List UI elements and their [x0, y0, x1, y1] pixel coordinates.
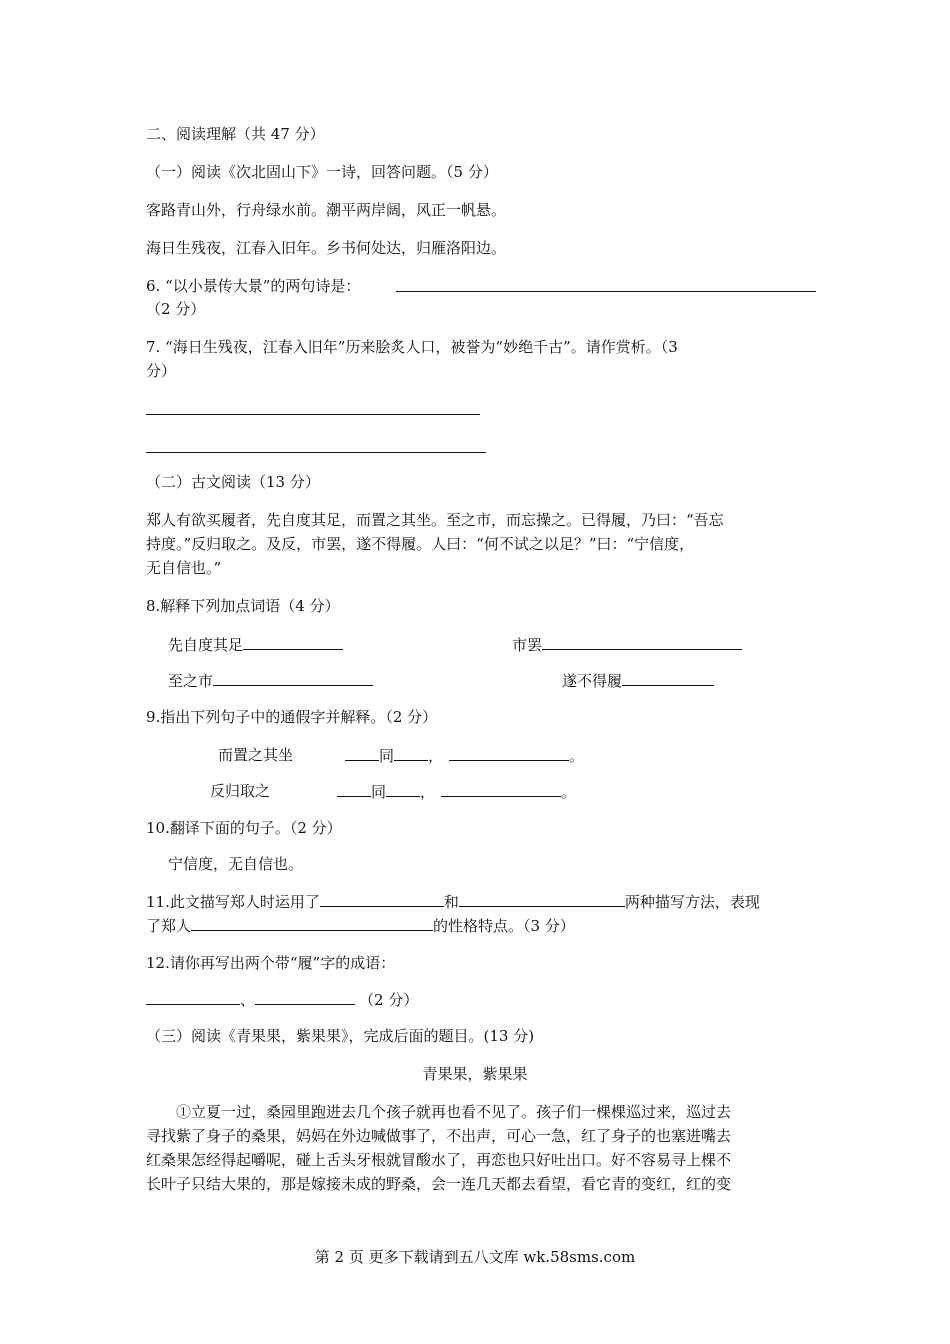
article-title: 青果果，紫果果: [422, 1065, 528, 1083]
question-9: 9.指出下列句子中的通假字并解释。（2 分）: [146, 708, 438, 726]
question-12: 12.请你再写出两个带“履”字的成语：: [146, 954, 396, 972]
q6-score: （2 分）: [146, 300, 206, 318]
q9-item-1-blank-c[interactable]: [449, 745, 569, 761]
q8-item-1-text: 先自度其足: [168, 636, 244, 654]
q11-text-c: 两种描写方法，表现: [624, 893, 760, 911]
q8-item-2-text: 市罢: [512, 636, 543, 654]
question-10: 10.翻译下面的句子。（2 分）: [146, 819, 342, 837]
question-11-line-2: [146, 915, 575, 936]
part1-heading: （一）阅读《次北固山下》一诗，回答问题。（5 分）: [146, 163, 498, 181]
q11-text-e: 的性格特点。（3 分）: [433, 917, 575, 935]
q9-item-1-blank-a[interactable]: [345, 745, 379, 761]
article-line-3: 红桑果怎经得起嚼呢，碰上舌头牙根就冒酸水了，再恋也只好吐出口。好不容易寻上棵不: [146, 1151, 732, 1169]
q12-separator: 、: [240, 991, 256, 1009]
q11-text-b: 和: [443, 893, 459, 911]
q12-blank-2[interactable]: [255, 989, 355, 1005]
q9-item-2-comma: ，: [420, 783, 436, 801]
q12-blank-1[interactable]: [146, 989, 240, 1005]
question-7-line-1: 7. “海日生残夜，江春入旧年”历来脍炙人口，被誉为“妙绝千古”。请作赏析。（3: [146, 338, 678, 356]
q8-item-4-blank[interactable]: [622, 670, 714, 686]
q9-item-2-blank-c[interactable]: [441, 781, 561, 797]
section-heading: 二、阅读理解（共 47 分）: [146, 125, 325, 143]
q9-item-1: 而置之其坐: [218, 746, 294, 764]
q9-item-2-answer: [337, 781, 576, 802]
q8-item-2: [512, 634, 742, 655]
q6-answer-blank[interactable]: [396, 291, 816, 292]
q8-item-2-blank[interactable]: [542, 634, 742, 650]
question-11-line-1: [146, 891, 760, 912]
q9-item-2-blank-a[interactable]: [337, 781, 371, 797]
part2-heading: （二）古文阅读（13 分）: [146, 473, 320, 491]
q8-item-4: [562, 670, 714, 691]
q12-answer: [146, 989, 418, 1010]
q9-item-2: 反归取之: [210, 782, 271, 800]
q9-item-2-blank-b[interactable]: [386, 781, 420, 797]
q11-blank-2[interactable]: [459, 891, 625, 907]
question-8: 8.解释下列加点词语（4 分）: [146, 597, 340, 615]
passage-line-1: 郑人有欲买履者，先自度其足，而置之其坐。至之市，而忘操之。已得履，乃曰：“吾忘: [146, 511, 724, 529]
page-footer: 第 2 页 更多下载请到五八文库 wk.58sms.com: [314, 1248, 636, 1266]
q9-item-1-tong: 同: [379, 747, 395, 765]
q11-text-d: 了郑人: [146, 917, 192, 935]
article-line-2: 寻找紫了身子的桑果，妈妈在外边喊做事了，不出声，可心一急，红了身子的也塞进嘴去: [146, 1127, 732, 1145]
q11-text-a: 11.此文描写郑人时运用了: [146, 893, 320, 911]
q12-score: （2 分）: [359, 991, 419, 1009]
q9-item-2-period: 。: [561, 783, 577, 801]
q8-item-3-blank[interactable]: [213, 670, 373, 686]
q9-item-2-tong: 同: [371, 783, 387, 801]
poem-line-1: 客路青山外，行舟绿水前。潮平两岸阔，风正一帆悬。: [146, 201, 507, 219]
q8-item-3: [168, 670, 373, 691]
q9-item-1-period: 。: [569, 747, 585, 765]
poem-line-2: 海日生残夜，江春入旧年。乡书何处达，归雁洛阳边。: [146, 239, 507, 257]
passage-line-2: 持度。”反归取之。及反，市罢，遂不得履。人曰：“何不试之以足？”曰：“宁信度，: [146, 535, 695, 553]
passage-line-3: 无自信也。”: [146, 559, 222, 577]
article-line-1: ①立夏一过，桑园里跑进去几个孩子就再也看不见了。孩子们一棵棵巡过来，巡过去: [176, 1103, 732, 1121]
part3-heading: （三）阅读《青果果，紫果果》，完成后面的题目。(13 分): [146, 1027, 535, 1045]
q9-item-1-answer: [345, 745, 584, 766]
q11-blank-1[interactable]: [320, 891, 444, 907]
q8-item-3-text: 至之市: [168, 672, 214, 690]
q9-item-1-comma: ，: [428, 747, 444, 765]
question-7-line-2: 分）: [146, 362, 177, 380]
q8-item-1: [168, 634, 343, 655]
q11-blank-3[interactable]: [191, 915, 433, 931]
q7-answer-line-1[interactable]: [146, 414, 480, 415]
q8-item-4-text: 遂不得履: [562, 672, 623, 690]
question-6: 6. “以小景传大景”的两句诗是：: [146, 277, 361, 295]
q10-sentence: 宁信度，无自信也。: [168, 855, 304, 873]
q7-answer-line-2[interactable]: [146, 452, 486, 453]
article-line-4: 长叶子只结大果的，那是嫁接未成的野桑，会一连几天都去看望，看它青的变红，红的变: [146, 1175, 732, 1193]
q8-item-1-blank[interactable]: [243, 634, 343, 650]
q9-item-1-blank-b[interactable]: [394, 745, 428, 761]
